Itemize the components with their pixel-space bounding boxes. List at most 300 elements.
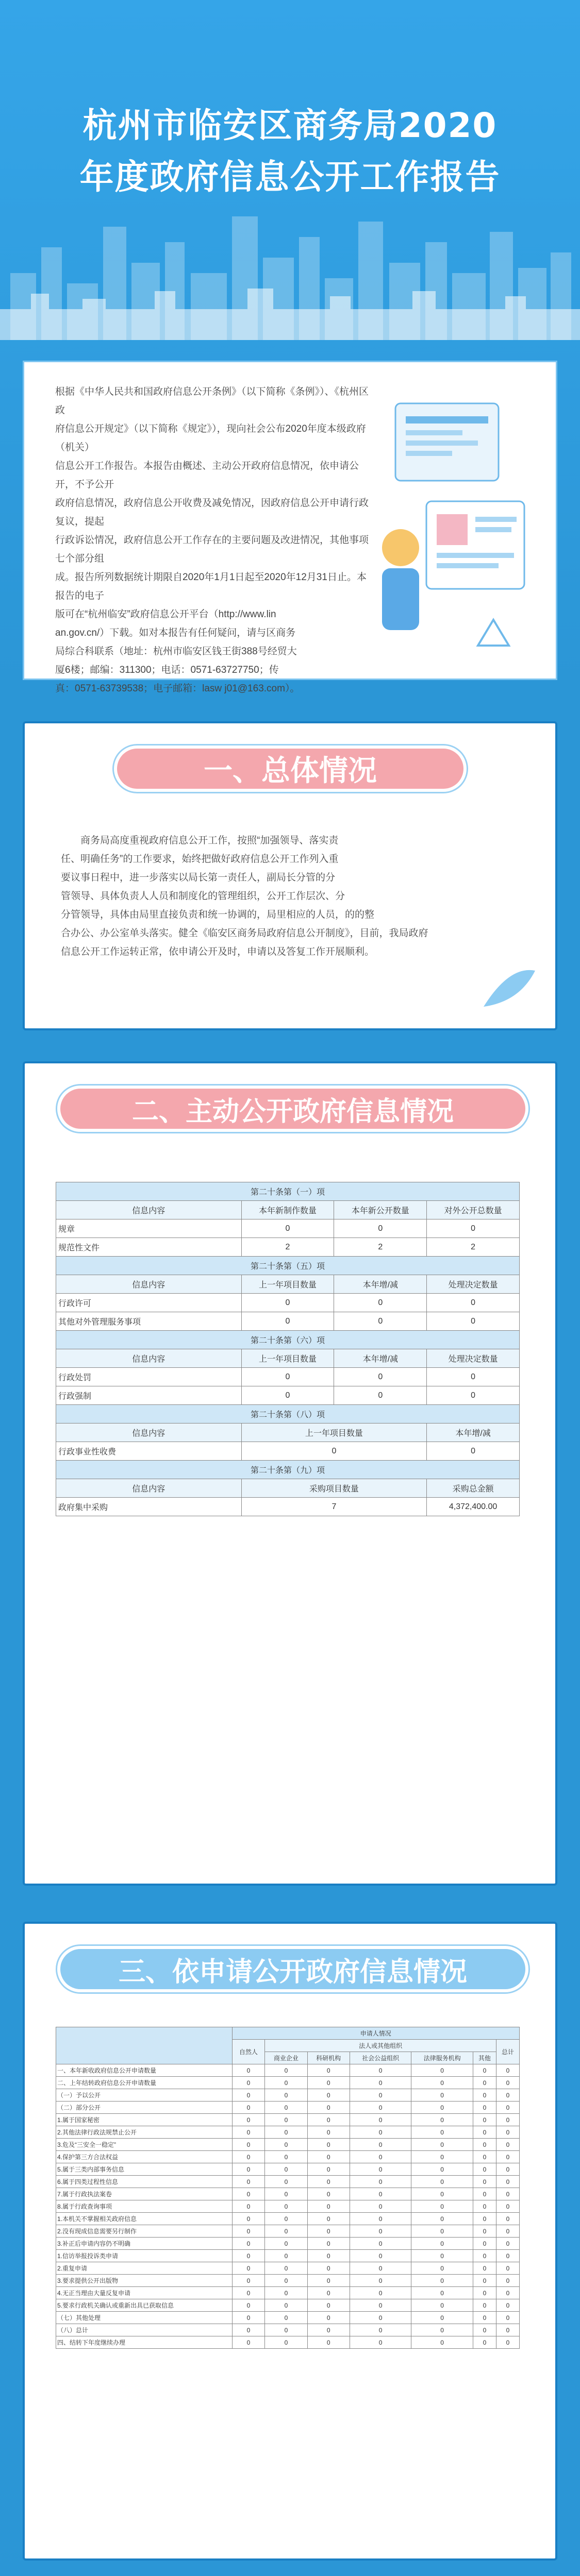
hero-header [0,0,580,694]
table-cell: 0 [307,2163,350,2176]
table-cell: 0 [307,2225,350,2238]
table-cell: 0 [265,2299,307,2312]
table-cell: 7 [241,1498,427,1516]
table-cell: 0 [265,2250,307,2262]
table-cell: 0 [496,2176,519,2188]
table-row [56,2176,520,2188]
intro-illustration [375,393,540,661]
table-cell: 0 [473,2200,496,2213]
table-cell: 0 [265,2324,307,2336]
table-cell: 0 [232,2324,265,2336]
table-cell: 0 [411,2250,473,2262]
column-header: 本年增/减 [334,1349,427,1368]
table-cell: 0 [350,2077,411,2089]
table-cell: 0 [496,2238,519,2250]
table-cell: 0 [265,2213,307,2225]
table-cell: 0 [307,2064,350,2077]
table-row [56,2114,520,2126]
table-row [56,2312,520,2324]
table-row [56,2238,520,2250]
table-row [56,2151,520,2163]
paragraph-line: 要议事日程中，进一步落实以局长第一责任人，副局长分管的分 [61,872,336,883]
row-label: 2.重复申请 [56,2262,233,2275]
table-row [56,2324,520,2336]
table-cell: 0 [411,2299,473,2312]
table-cell: 0 [350,2176,411,2188]
table-cell: 0 [473,2213,496,2225]
table-row [56,2102,520,2114]
intro-line: 真：0571-63739538；电子邮箱：lasw j01@163.com）。 [55,683,300,694]
corner-cell [56,2027,233,2064]
table-cell: 0 [350,2163,411,2176]
column-header: 其他 [473,2052,496,2064]
table-cell: 0 [350,2139,411,2151]
table-cell: 0 [265,2312,307,2324]
table-cell: 0 [265,2064,307,2077]
table-cell: 0 [411,2213,473,2225]
column-header: 处理决定数量 [427,1275,520,1294]
table-cell: 0 [427,1219,520,1238]
table-cell: 0 [496,2324,519,2336]
table-caption: 第二十条第（六）项 [56,1331,520,1349]
table-cell: 政府集中采购 [56,1498,242,1516]
table-cell: 0 [334,1312,427,1331]
column-header: 科研机构 [307,2052,350,2064]
row-label: 3.补正后申请内容仍不明确 [56,2238,233,2250]
disclosure-table [56,1182,520,1516]
table-cell: 0 [232,2102,265,2114]
table-cell: 规章 [56,1219,242,1238]
table-cell: 0 [241,1294,334,1312]
table-cell: 0 [265,2238,307,2250]
table-cell: 0 [232,2200,265,2213]
table-cell: 0 [350,2126,411,2139]
table-cell: 0 [496,2139,519,2151]
table-cell: 0 [232,2064,265,2077]
table-cell: 0 [473,2299,496,2312]
table-cell: 0 [307,2213,350,2225]
column-header: 本年新公开数量 [334,1201,427,1219]
table-row [56,1368,520,1386]
table-cell: 2 [334,1238,427,1257]
table-cell: 0 [265,2287,307,2299]
row-label: 6.属于四类过程性信息 [56,2176,233,2188]
table-cell: 0 [307,2089,350,2102]
table-row [56,1238,520,1257]
table-caption: 第二十条第（九）项 [56,1461,520,1479]
column-header: 信息内容 [56,1479,242,1498]
table-cell: 0 [473,2077,496,2089]
table-cell: 0 [265,2176,307,2188]
column-header: 信息内容 [56,1423,242,1442]
table-cell: 0 [496,2089,519,2102]
section-title: 二、主动公开政府信息情况 [131,1096,454,1127]
row-label: （七）其他处理 [56,2312,233,2324]
table-cell: 0 [411,2151,473,2163]
table-cell: 4,372,400.00 [427,1498,520,1516]
table-cell: 0 [411,2262,473,2275]
table-row [56,2163,520,2176]
table-cell: 0 [496,2287,519,2299]
table-cell: 0 [411,2064,473,2077]
paragraph-line: 任、明确任务”的工作要求，始终把做好政府信息公开工作列入重 [61,854,339,865]
table-row [56,2139,520,2151]
table-cell: 0 [232,2250,265,2262]
paragraph-line: 分管领导，具体由局里直接负责和统一协调的，局里相应的人员，的的整 [61,909,375,920]
table-cell: 0 [411,2200,473,2213]
row-label: 3.危及“三安全一稳定” [56,2139,233,2151]
section-overview [23,721,557,1030]
table-cell: 0 [411,2077,473,2089]
table-cell: 0 [232,2188,265,2200]
intro-line: 版可在“杭州临安”政府信息公开平台（http://www.lin [55,609,276,620]
table-cell: 行政强制 [56,1386,242,1405]
table-cell: 0 [350,2336,411,2349]
paragraph-line: 管领导、具体负责人人员和制度化的管理组织，公开工作层次、分 [61,891,345,902]
table-cell: 0 [241,1368,334,1386]
table-cell: 0 [232,2126,265,2139]
column-header: 采购项目数量 [241,1479,427,1498]
column-header: 信息内容 [56,1349,242,1368]
section-title: 三、依申请公开政府信息情况 [118,1956,467,1988]
row-label: 1.信访举报投诉类申请 [56,2250,233,2262]
row-label: 5.属于三类内部事务信息 [56,2163,233,2176]
row-label: 1.属于国家秘密 [56,2114,233,2126]
column-header: 商业企业 [265,2052,307,2064]
table-cell: 0 [411,2102,473,2114]
table-cell: 0 [411,2275,473,2287]
column-header: 信息内容 [56,1201,242,1219]
table-cell: 0 [350,2213,411,2225]
table-cell: 0 [350,2250,411,2262]
table-cell: 0 [473,2163,496,2176]
column-header: 社会公益组织 [350,2052,411,2064]
table-cell: 0 [307,2139,350,2151]
table-cell: 0 [496,2126,519,2139]
section-active-disclosure [23,1061,557,1886]
table-cell: 0 [265,2262,307,2275]
table-cell: 0 [496,2114,519,2126]
column-header: 信息内容 [56,1275,242,1294]
table-cell: 0 [334,1219,427,1238]
column-header: 处理决定数量 [427,1349,520,1368]
table-cell: 0 [232,2213,265,2225]
table-cell: 0 [232,2139,265,2151]
paragraph-line: 信息公开工作运转正常，依申请公开及时，申请以及答复工作开展顺利。 [61,946,375,957]
column-header: 采购总金额 [427,1479,520,1498]
table-cell: 0 [334,1294,427,1312]
table-cell: 0 [307,2262,350,2275]
table-cell: 0 [350,2287,411,2299]
column-header: 自然人 [232,2040,265,2064]
table-cell: 0 [473,2275,496,2287]
table-cell: 0 [232,2176,265,2188]
row-label: 2.没有现成信息需要另行制作 [56,2225,233,2238]
city-skyline-graphic [0,196,580,340]
intro-line: 府信息公开规定》（以下简称《规定》），现向社会公布2020年度本级政府（机关） [55,423,366,453]
table-cell: 0 [241,1219,334,1238]
column-header: 本年增/减 [427,1423,520,1442]
row-label: （二）部分公开 [56,2102,233,2114]
table-cell: 0 [411,2287,473,2299]
table-cell: 0 [232,2089,265,2102]
table-cell: 0 [307,2312,350,2324]
table-cell: 0 [473,2151,496,2163]
table-row [56,1386,520,1405]
table-row [56,1498,520,1516]
table-cell: 0 [350,2262,411,2275]
table-row [56,1219,520,1238]
column-header: 本年增/减 [334,1275,427,1294]
table-cell: 0 [496,2262,519,2275]
report-title-line1: 杭州市临安区商务局2020 [82,106,498,145]
table-row [56,2188,520,2200]
table-caption: 第二十条第（八）项 [56,1405,520,1423]
table-cell: 0 [350,2064,411,2077]
table-cell: 0 [411,2139,473,2151]
table-cell: 0 [307,2238,350,2250]
table-cell: 0 [307,2151,350,2163]
table-cell: 0 [496,2275,519,2287]
row-label: 四、结转下年度继续办理 [56,2336,233,2349]
table-cell: 0 [427,1368,520,1386]
table-cell: 0 [241,1442,427,1461]
table-row [56,2064,520,2077]
table-cell: 0 [473,2176,496,2188]
table-cell: 0 [232,2262,265,2275]
table-cell: 0 [232,2312,265,2324]
paragraph-line: 合办公、办公室单头落实。健全《临安区商务局政府信息公开制度》，目前，我局政府 [61,928,428,939]
table-cell: 0 [265,2200,307,2213]
table-cell: 0 [265,2126,307,2139]
table-cell: 0 [307,2275,350,2287]
column-header: 法律服务机构 [411,2052,473,2064]
paragraph-line: 商务局高度重视政府信息公开工作，按照“加强领导、落实责 [80,835,339,846]
table-cell: 0 [350,2151,411,2163]
table-cell: 0 [496,2188,519,2200]
column-header: 对外公开总数量 [427,1201,520,1219]
intro-line: 信息公开工作报告。本报告由概述、主动公开政府信息情况，依申请公开，不予公开 [55,461,359,490]
table-row [56,2299,520,2312]
report-title-line2: 年度政府信息公开工作报告 [79,157,501,197]
table-cell: 0 [232,2114,265,2126]
table-cell: 0 [473,2250,496,2262]
table-cell: 规范性文件 [56,1238,242,1257]
table-cell: 0 [427,1294,520,1312]
table-cell: 0 [427,1312,520,1331]
row-label: （八）总计 [56,2324,233,2336]
table-cell: 0 [427,1442,520,1461]
table-cell: 0 [265,2077,307,2089]
table-cell: 0 [473,2238,496,2250]
table-cell: 0 [350,2200,411,2213]
intro-line: an.gov.cn/）下载。如对本报告有任何疑问，请与区商务 [55,628,296,638]
table-cell: 0 [496,2336,519,2349]
table-cell: 2 [241,1238,334,1257]
table-cell: 0 [411,2126,473,2139]
table-cell: 0 [307,2324,350,2336]
table-cell: 0 [496,2312,519,2324]
table-cell: 0 [307,2200,350,2213]
table-cell: 0 [473,2064,496,2077]
table-cell: 0 [496,2250,519,2262]
table-cell: 0 [232,2163,265,2176]
table-row [56,2200,520,2213]
table-caption: 第二十条第（一）项 [56,1182,520,1201]
section-title: 一、总体情况 [204,754,377,788]
table-cell: 0 [473,2126,496,2139]
table-cell: 0 [307,2126,350,2139]
table-cell: 0 [307,2336,350,2349]
table-cell: 0 [307,2077,350,2089]
table-cell: 0 [350,2114,411,2126]
table-cell: 0 [496,2213,519,2225]
table-row [56,2213,520,2225]
column-header: 总计 [496,2040,519,2064]
request-table [56,2027,520,2349]
table-row [56,2275,520,2287]
row-label: （一）予以公开 [56,2089,233,2102]
table-row [56,2287,520,2299]
table-cell: 0 [350,2312,411,2324]
table-cell: 0 [334,1368,427,1386]
column-header: 本年新制作数量 [241,1201,334,1219]
table-cell: 0 [496,2151,519,2163]
table-row [56,2336,520,2349]
table-cell: 0 [265,2151,307,2163]
table-cell: 0 [232,2299,265,2312]
table-row [56,2126,520,2139]
table-cell: 0 [496,2200,519,2213]
intro-line: 厦6楼；邮编：311300；电话：0571-63727750；传 [55,665,279,675]
table-cell: 0 [265,2275,307,2287]
table-cell: 0 [265,2336,307,2349]
table-cell: 0 [496,2102,519,2114]
table-cell: 0 [307,2114,350,2126]
table-cell: 行政事业性收费 [56,1442,242,1461]
table-cell: 0 [411,2324,473,2336]
table-cell: 0 [496,2163,519,2176]
table-cell: 0 [350,2225,411,2238]
column-header: 上一年项目数量 [241,1275,334,1294]
row-label: 4.保护第三方合法权益 [56,2151,233,2163]
table-cell: 0 [241,1386,334,1405]
table-cell: 0 [265,2188,307,2200]
table-cell: 0 [473,2336,496,2349]
table-cell: 0 [265,2163,307,2176]
intro-line: 局综合科联系（地址：杭州市临安区钱王街388号经贸大 [55,646,297,657]
table-cell: 0 [350,2102,411,2114]
row-label: 5.要求行政机关确认或重新出具已获取信息 [56,2299,233,2312]
table-cell: 0 [496,2225,519,2238]
table-cell: 0 [307,2102,350,2114]
table-cell: 0 [265,2102,307,2114]
table-cell: 0 [350,2188,411,2200]
table-cell: 0 [473,2089,496,2102]
section-request-disclosure [23,1922,557,2561]
column-group-header: 法人或其他组织 [265,2040,496,2052]
table-cell: 0 [411,2225,473,2238]
table-cell: 0 [307,2250,350,2262]
intro-card [23,361,557,694]
table-row [56,1312,520,1331]
row-label: 7.属于行政执法案卷 [56,2188,233,2200]
table-cell: 2 [427,1238,520,1257]
table-cell: 0 [473,2188,496,2200]
intro-line: 政府信息情况，政府信息公开收费及减免情况，因政府信息公开申请行政复议，提起 [55,498,369,527]
table-row [56,2225,520,2238]
table-cell: 0 [307,2176,350,2188]
table-cell: 0 [232,2225,265,2238]
table-cell: 0 [350,2324,411,2336]
column-header: 上一年项目数量 [241,1423,427,1442]
table-cell: 0 [232,2238,265,2250]
row-label: 3.要求提供公开出版物 [56,2275,233,2287]
table-cell: 0 [265,2139,307,2151]
table-row [56,2250,520,2262]
table-cell: 0 [411,2188,473,2200]
section-title-ribbon [112,744,468,793]
table-cell: 0 [411,2336,473,2349]
table-cell: 0 [473,2262,496,2275]
intro-line: 成。报告所列数据统计期限自2020年1月1日起至2020年12月31日止。本报告的电子 [55,572,367,601]
table-cell: 行政许可 [56,1294,242,1312]
table-cell: 0 [473,2114,496,2126]
column-group-header: 申请人情况 [232,2027,519,2040]
table-cell: 0 [473,2287,496,2299]
section-title-ribbon [56,1084,530,1133]
table-row [56,2262,520,2275]
table-cell: 行政处罚 [56,1368,242,1386]
row-label: 4.无正当理由大量反复申请 [56,2287,233,2299]
table-cell: 0 [411,2089,473,2102]
table-cell: 0 [411,2163,473,2176]
row-label: 二、上年结转政府信息公开申请数量 [56,2077,233,2089]
table-row [56,2077,520,2089]
table-cell: 0 [473,2102,496,2114]
table-cell: 0 [232,2151,265,2163]
table-cell: 0 [411,2114,473,2126]
table-cell: 0 [232,2275,265,2287]
table-cell: 0 [350,2299,411,2312]
table-cell: 0 [473,2324,496,2336]
intro-line: 根据《中华人民共和国政府信息公开条例》（以下简称《条例》）、《杭州区政 [55,386,369,416]
table-cell: 0 [411,2312,473,2324]
table-cell: 0 [307,2188,350,2200]
intro-line: 行政诉讼情况，政府信息公开工作存在的主要问题及改进情况，其他事项七个部分组 [55,535,369,564]
row-label: 2.其他法律行政法规禁止公开 [56,2126,233,2139]
intro-text [55,383,375,698]
table-cell: 0 [350,2238,411,2250]
table-cell: 0 [427,1386,520,1405]
table-cell: 0 [496,2077,519,2089]
table-cell: 0 [232,2077,265,2089]
table-cell: 0 [473,2139,496,2151]
table-cell: 0 [334,1386,427,1405]
row-label: 1.本机关不掌握相关政府信息 [56,2213,233,2225]
table-cell: 0 [265,2089,307,2102]
table-cell: 0 [232,2287,265,2299]
table-cell: 其他对外管理服务事项 [56,1312,242,1331]
column-header: 上一年项目数量 [241,1349,334,1368]
section-title-ribbon [56,1944,530,1994]
decor-leaf-icon [478,960,540,1012]
table-cell: 0 [265,2114,307,2126]
table-cell: 0 [473,2225,496,2238]
table-cell: 0 [496,2299,519,2312]
table-cell: 0 [232,2336,265,2349]
table-cell: 0 [265,2225,307,2238]
